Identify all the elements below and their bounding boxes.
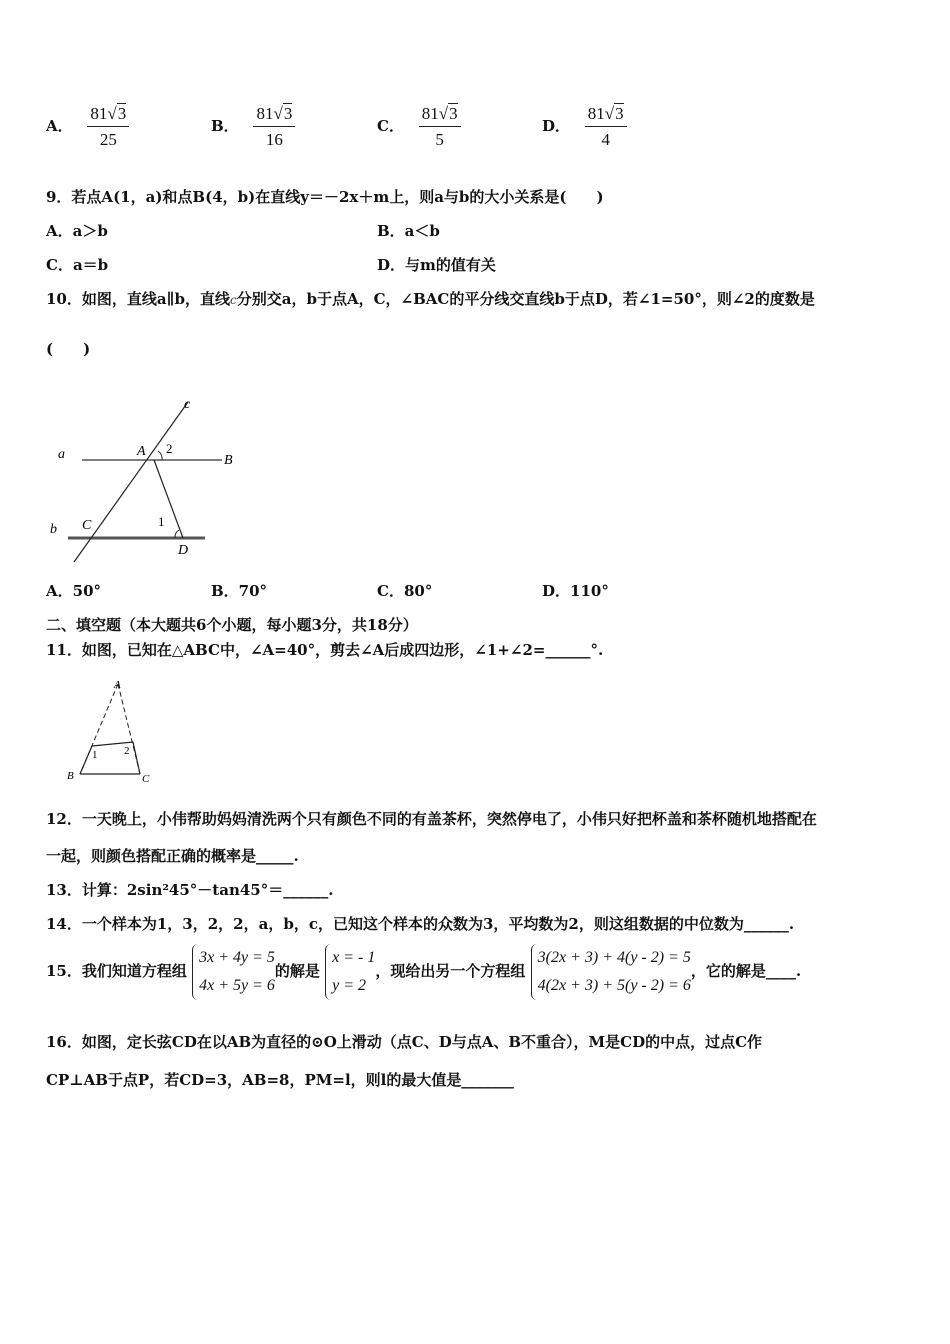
label-a: a (58, 447, 65, 462)
fraction: $\frac{81√3}{5}$ (419, 104, 461, 150)
q16-line-2: CP⊥AB于点P，若CD=3，AB=8，PM=l，则l的最大值是_______ (46, 1071, 514, 1089)
q10-option-b: B．70° (211, 582, 268, 600)
option-label: C． (377, 117, 404, 135)
q16-line-1: 16．如图，定长弦CD在以AB为直径的⊙O上滑动（点C、D与点A、B不重合），M是CD的中点，过点C作 (46, 1033, 763, 1051)
label-angle-1: 1 (92, 749, 98, 761)
option-label: A． (46, 117, 73, 135)
q10-option-d: D．110° (542, 582, 609, 600)
q13-stem: 13．计算：2sin²45°－tan45°＝______. (46, 881, 334, 899)
q15-stem: 15．我们知道方程组 3x + 4y = 5 4x + 5y = 6 的解是 x = - 1 y = 2 ，现给出另一个方程组 3(2x + 3) + 4(y - 2) = 5 4(2x + 3) + 5(y - 2) = 6 ，它的解是____. (46, 944, 801, 1000)
label-C: C (142, 773, 150, 785)
q9-stem: 9．若点A(1，a)和点B(4，b)在直线y＝－2x＋m上，则a与b的大小关系是( ) (46, 188, 604, 206)
q8-option-c (377, 104, 461, 150)
q9-option-c: C．a＝b (46, 256, 109, 274)
label-A: A (137, 444, 146, 459)
label-C: C (82, 518, 92, 533)
label-B: B (67, 770, 74, 782)
label-angle-2: 2 (166, 441, 173, 456)
label-D: D (178, 543, 189, 558)
q8-option-a (46, 104, 129, 150)
label-B: B (224, 453, 233, 468)
q9-option-a: A．a＞b (46, 222, 108, 240)
side-ab (80, 746, 92, 774)
label-b: b (50, 522, 57, 537)
side-ac (133, 742, 140, 774)
q10-figure (40, 390, 250, 565)
q12-line-1: 12．一天晚上，小伟帮助妈妈清洗两个只有颜色不同的有盖茶杯，突然停电了，小伟只好把杯盖和茶杯随机地搭配在 (46, 810, 817, 828)
label-c: c (184, 397, 191, 412)
q10-stem: 10．如图，直线a∥b，直线c分别交a，b于点A，C，∠BAC的平分线交直线b于点D，若∠1=50°，则∠2的度数是 (46, 290, 815, 308)
q10-option-c: C．80° (377, 582, 433, 600)
equation-system-1: 3x + 4y = 5 4x + 5y = 6 (192, 944, 275, 1000)
fraction: $\frac{81√3}{4}$ (585, 104, 627, 150)
fraction: $\frac{81√3}{16}$ (253, 104, 295, 150)
q11-stem: 11．如图，已知在△ABC中，∠A=40°，剪去∠A后成四边形，∠1+∠2=______°. (46, 641, 604, 659)
option-label: B． (211, 117, 239, 135)
q8-option-b (211, 104, 295, 150)
label-angle-2: 2 (124, 745, 130, 757)
option-label: D． (542, 117, 571, 135)
q10-answer-paren: ( ) (46, 340, 91, 358)
fraction: $\frac{81√3}{25}$ (87, 104, 129, 150)
q12-line-2: 一起，则颜色搭配正确的概率是_____. (46, 847, 299, 865)
q9-option-b: B．a＜b (377, 222, 440, 240)
q8-option-d (542, 104, 627, 150)
angle-2-arc (158, 451, 162, 460)
q10-option-a: A．50° (46, 582, 102, 600)
label-A: A (114, 679, 121, 691)
q14-stem: 14．一个样本为1，3，2，2，a，b，c，已知这个样本的众数为3，平均数为2，则这组数据的中位数为______. (46, 915, 795, 933)
label-angle-1: 1 (158, 514, 165, 529)
solution-system: x = - 1 y = 2 (325, 944, 375, 1000)
equation-system-2: 3(2x + 3) + 4(y - 2) = 5 4(2x + 3) + 5(y - 2) = 6 (531, 944, 691, 1000)
q11-figure (62, 674, 162, 786)
section-title-fill-in: 二、填空题（本大题共6个小题，每小题3分，共18分） (46, 616, 418, 634)
q9-option-d: D．与m的值有关 (377, 256, 496, 274)
